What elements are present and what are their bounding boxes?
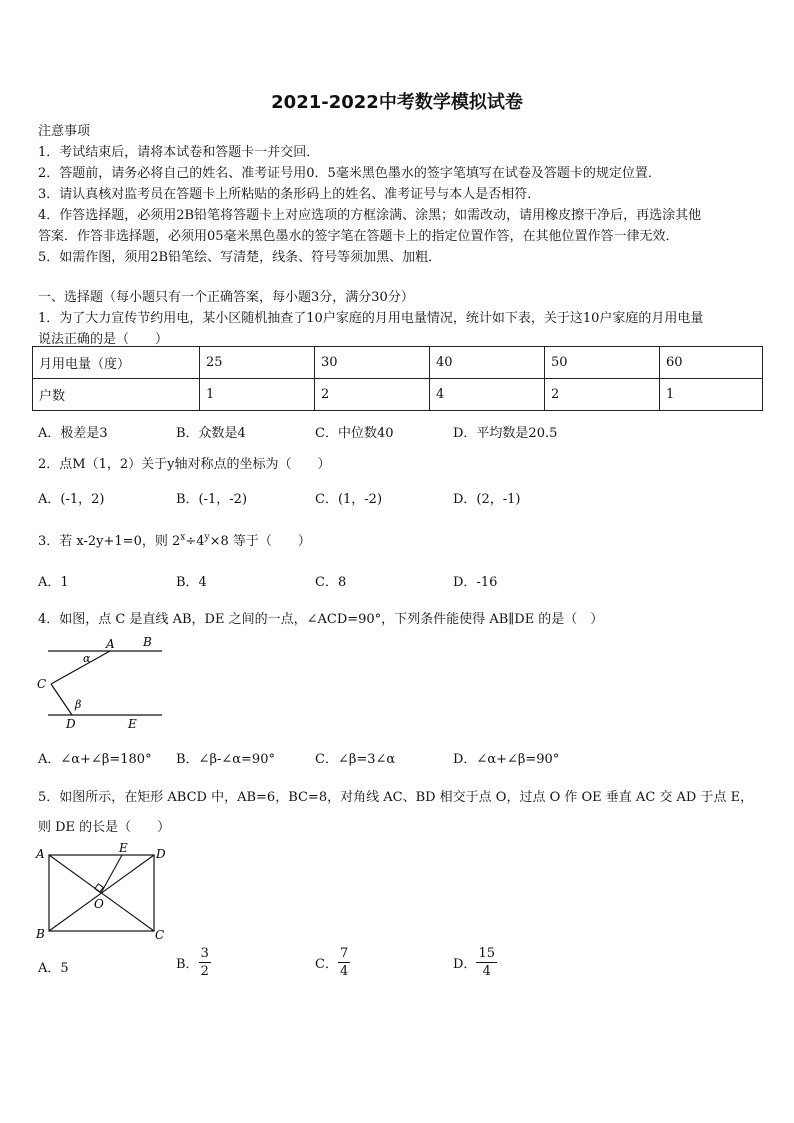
q1-option-b: B．众数是4 [176,426,246,441]
q5-option-a: A．5 [38,961,69,976]
q3-option-c: C．8 [315,575,347,590]
table-cell: 4 [430,379,545,411]
label-alpha: α [83,652,91,665]
q1-option-c: C．中位数40 [315,426,394,441]
q3-stem-mid: ÷4 [185,534,205,549]
q5-option-b [176,945,211,980]
table-cell: 2 [545,379,660,411]
label-c: C [37,677,47,691]
label-e: E [128,717,137,731]
table-cell: 60 [660,347,763,379]
fraction-denominator: 2 [200,964,209,979]
table-cell: 50 [545,347,660,379]
q3-option-b: B．4 [176,575,207,590]
q4-option-a: A．∠α+∠β=180° [38,752,152,767]
table-cell: 25 [200,347,315,379]
q5-option-c-label: C． [315,957,338,972]
fraction-numerator: 15 [478,946,495,961]
table-cell: 1 [200,379,315,411]
q4-option-d: D．∠α+∠β=90° [453,752,560,767]
label-d: D [66,717,76,731]
q5-option-d [453,945,497,980]
q5-stem-line2: 则 DE 的长是（ ） [38,820,171,835]
q4-stem: 4．如图，点 C 是直线 AB，DE 之间的一点，∠ACD=90°，下列条件能使得 AB∥DE 的是（ ） [38,612,604,627]
label-o: O [94,897,104,911]
q3-exponent-y: y [204,532,210,543]
notice-item: 1．考试结束后，请将本试卷和答题卡一并交回． [38,145,320,160]
q3-stem-suffix: ×8 等于（ ） [209,534,311,549]
q3-stem-prefix: 3．若 x-2y+1=0，则 2 [38,534,181,549]
segment-ac [51,651,110,684]
q1-option-a: A．极差是3 [38,426,108,441]
label-a: A [36,847,45,861]
segment-cd [51,684,72,715]
notice-item: 5．如需作图，须用2B铅笔绘、写清楚，线条、符号等须加黑、加粗． [38,250,442,265]
notice-item: 4．作答选择题，必须用2B铅笔将答题卡上对应选项的方框涂满、涂黑；如需改动，请用橡皮擦干净后，再选涂其他 [38,208,702,223]
label-e: E [119,842,128,855]
table-cell: 40 [430,347,545,379]
q3-stem [38,530,311,549]
fraction-denominator: 4 [482,964,491,979]
q1-table [32,346,763,411]
notice-item: 答案．作答非选择题，必须用05毫米黑色墨水的签字笔在答题卡上的指定位置作答，在其他位置作答一律无效． [38,229,679,244]
q3-exponent-x: x [180,532,186,543]
section-heading: 一、选择题（每小题只有一个正确答案，每小题3分，满分30分） [38,290,414,305]
table-cell: 月用电量（度） [33,347,200,379]
notice-item: 3．请认真核对监考员在答题卡上所粘贴的条形码上的姓名、准考证号与本人是否相符． [38,187,541,202]
label-d: D [156,847,166,861]
q5-option-d-fraction [476,945,497,980]
q3-option-d: D．-16 [453,575,498,590]
q3-option-a: A．1 [38,575,69,590]
q5-figure [32,842,177,944]
q5-option-d-label: D． [453,957,477,972]
fraction-numerator: 3 [200,946,209,961]
table-cell: 1 [660,379,763,411]
q2-option-d: D．(2，-1) [453,492,521,507]
fraction-numerator: 7 [339,946,349,961]
table-cell: 30 [315,347,430,379]
q2-option-a: A．(-1，2) [38,492,105,507]
q5-option-c [315,945,350,980]
q5-option-b-label: B． [176,957,199,972]
q4-option-b: B．∠β-∠α=90° [176,752,275,767]
page-title: 2021-2022中考数学模拟试卷 [271,92,523,113]
label-beta: β [75,698,82,711]
notice-heading: 注意事项 [38,124,91,139]
q1-stem-line2: 说法正确的是（ ） [38,332,169,347]
table-cell: 2 [315,379,430,411]
table-row [33,379,763,411]
notice-item: 2．答题前，请务必将自己的姓名、准考证号用0．5毫米黑色墨水的签字笔填写在试卷及答题卡的规定位置． [38,166,661,181]
segment-oe [101,855,122,893]
q1-option-d: D．平均数是20.5 [453,426,558,441]
label-a: A [106,637,115,651]
q5-stem-line1: 5．如图所示，在矩形 ABCD 中，AB=6，BC=8，对角线 AC、BD 相交于点 O，过点 O 作 OE 垂直 AC 交 AD 于点 E， [38,790,754,805]
q4-option-c: C．∠β=3∠α [315,752,396,767]
q2-stem: 2．点M（1，2）关于y轴对称点的坐标为（ ） [38,457,331,472]
q5-option-b-fraction [199,945,211,980]
label-b: B [36,927,45,941]
table-row [33,347,763,379]
label-c: C [155,928,165,942]
q1-stem-line1: 1．为了大力宣传节约用电，某小区随机抽查了10户家庭的月用电量情况，统计如下表，关于这10户家庭的月用电量 [38,311,704,326]
label-b: B [143,635,152,649]
q4-figure [32,632,172,732]
q5-option-c-fraction [338,945,350,980]
table-cell: 户数 [33,379,200,411]
q2-option-c: C．(1，-2) [315,492,383,507]
q2-option-b: B．(-1，-2) [176,492,248,507]
fraction-denominator: 4 [339,964,349,979]
